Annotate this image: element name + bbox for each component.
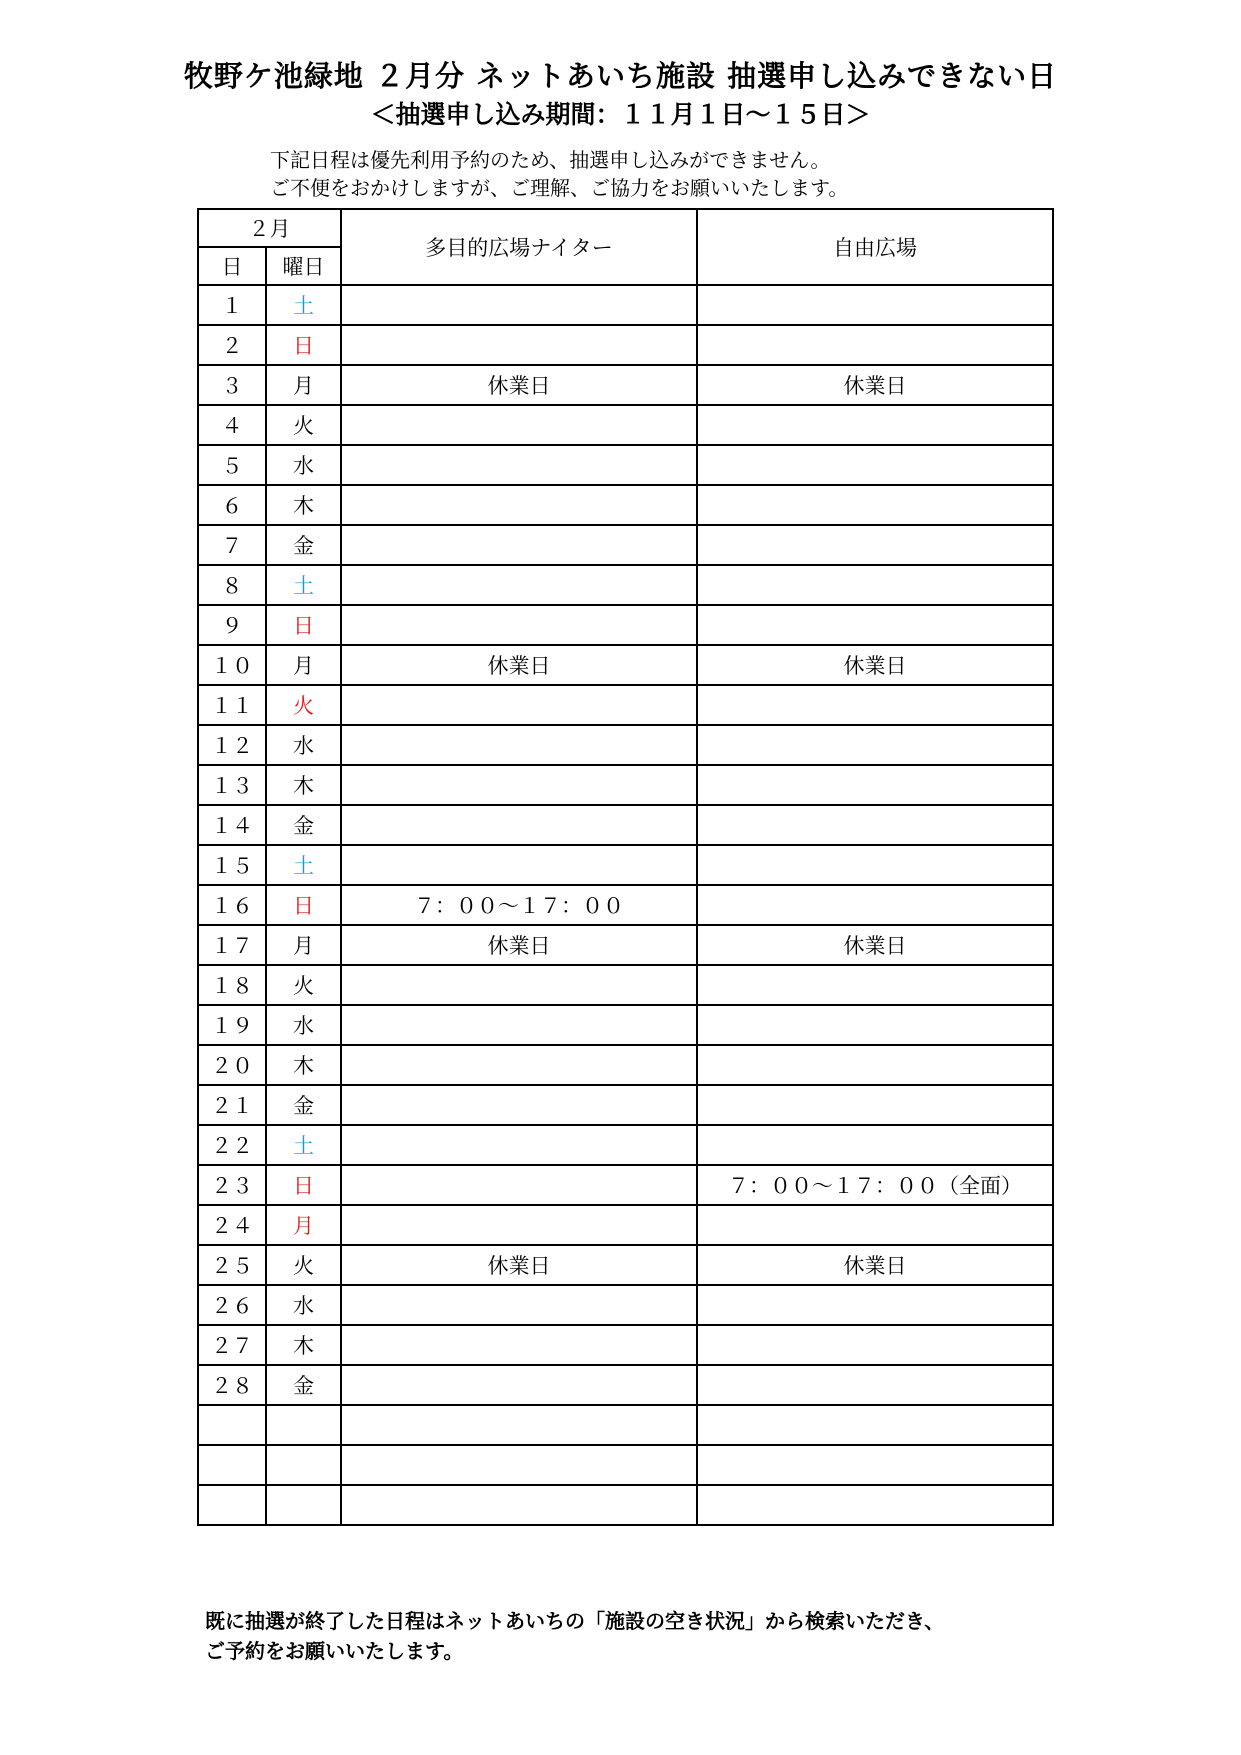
- day-cell: １５: [198, 845, 266, 885]
- free-plaza-cell: 休業日: [697, 925, 1053, 965]
- footer-note: [205, 1606, 944, 1666]
- multipurpose-night-cell: [341, 805, 697, 845]
- day-cell: ２７: [198, 1325, 266, 1365]
- day-cell: １７: [198, 925, 266, 965]
- multipurpose-night-cell: [341, 725, 697, 765]
- day-cell: ２１: [198, 1085, 266, 1125]
- table-row: [198, 965, 1053, 1005]
- table-row: [198, 485, 1053, 525]
- weekday-cell: 月: [266, 1205, 341, 1245]
- free-plaza-cell: [697, 965, 1053, 1005]
- table-row: [198, 805, 1053, 845]
- weekday-cell: 金: [266, 805, 341, 845]
- footer-line-1: 既に抽選が終了した日程はネットあいちの「施設の空き状況」から検索いただき、: [205, 1609, 945, 1633]
- free-plaza-cell: [697, 1205, 1053, 1245]
- free-plaza-cell: [697, 765, 1053, 805]
- multipurpose-night-cell: 休業日: [341, 1245, 697, 1285]
- table-row: [198, 565, 1053, 605]
- document-title: 牧野ケ池緑地 ２月分 ネットあいち施設 抽選申し込みできない日: [183, 59, 1058, 93]
- notice-line-1: 下記日程は優先利用予約のため、抽選申し込みができません。: [270, 148, 831, 172]
- weekday-cell: 火: [266, 405, 341, 445]
- day-column-header: 日: [198, 247, 266, 285]
- multipurpose-night-cell: [341, 765, 697, 805]
- day-cell: １１: [198, 685, 266, 725]
- weekday-cell: 月: [266, 925, 341, 965]
- weekday-cell: 水: [266, 445, 341, 485]
- multipurpose-night-cell: [341, 525, 697, 565]
- table-row: [198, 525, 1053, 565]
- day-cell: １３: [198, 765, 266, 805]
- multipurpose-night-cell: [341, 685, 697, 725]
- day-cell: ５: [198, 445, 266, 485]
- day-cell: ２０: [198, 1045, 266, 1085]
- free-plaza-cell: [697, 1405, 1053, 1445]
- table-row: [198, 845, 1053, 885]
- multipurpose-night-cell: 休業日: [341, 365, 697, 405]
- table-row: [198, 685, 1053, 725]
- weekday-cell: 月: [266, 645, 341, 685]
- day-cell: ２２: [198, 1125, 266, 1165]
- day-cell: １６: [198, 885, 266, 925]
- day-cell: [198, 1405, 266, 1445]
- weekday-cell: 水: [266, 1005, 341, 1045]
- day-cell: ２６: [198, 1285, 266, 1325]
- free-plaza-cell: [697, 805, 1053, 845]
- day-cell: ２４: [198, 1205, 266, 1245]
- free-plaza-cell: [697, 325, 1053, 365]
- weekday-column-header: 曜日: [266, 247, 341, 285]
- multipurpose-night-cell: [341, 1005, 697, 1045]
- weekday-cell: 火: [266, 685, 341, 725]
- facility-header-multipurpose-night: 多目的広場ナイター: [341, 209, 697, 285]
- free-plaza-cell: [697, 525, 1053, 565]
- table-row: [198, 1205, 1053, 1245]
- free-plaza-cell: [697, 1365, 1053, 1405]
- weekday-cell: 金: [266, 1365, 341, 1405]
- multipurpose-night-cell: 休業日: [341, 925, 697, 965]
- multipurpose-night-cell: [341, 485, 697, 525]
- weekday-cell: 木: [266, 765, 341, 805]
- free-plaza-cell: [697, 685, 1053, 725]
- table-row: [198, 285, 1053, 325]
- weekday-cell: 日: [266, 885, 341, 925]
- weekday-cell: [266, 1405, 341, 1445]
- multipurpose-night-cell: [341, 1165, 697, 1205]
- day-cell: [198, 1485, 266, 1525]
- day-cell: ２３: [198, 1165, 266, 1205]
- multipurpose-night-cell: [341, 1485, 697, 1525]
- weekday-cell: 金: [266, 1085, 341, 1125]
- schedule-body: [198, 285, 1053, 1525]
- weekday-cell: 水: [266, 725, 341, 765]
- table-row: [198, 1165, 1053, 1205]
- multipurpose-night-cell: [341, 445, 697, 485]
- notice: [270, 146, 848, 202]
- weekday-cell: 木: [266, 1045, 341, 1085]
- weekday-cell: 日: [266, 325, 341, 365]
- free-plaza-cell: [697, 1125, 1053, 1165]
- table-row: [198, 1285, 1053, 1325]
- facility-header-free-plaza: 自由広場: [697, 209, 1053, 285]
- multipurpose-night-cell: [341, 1325, 697, 1365]
- multipurpose-night-cell: [341, 1285, 697, 1325]
- table-row: [198, 885, 1053, 925]
- table-row: [198, 1485, 1053, 1525]
- free-plaza-cell: 休業日: [697, 1245, 1053, 1285]
- multipurpose-night-cell: [341, 1445, 697, 1485]
- table-row: [198, 1085, 1053, 1125]
- free-plaza-cell: 休業日: [697, 645, 1053, 685]
- weekday-cell: 火: [266, 965, 341, 1005]
- day-cell: ２８: [198, 1365, 266, 1405]
- free-plaza-cell: [697, 1325, 1053, 1365]
- table-row: [198, 1045, 1053, 1085]
- weekday-cell: [266, 1445, 341, 1485]
- multipurpose-night-cell: [341, 285, 697, 325]
- table-row: [198, 1365, 1053, 1405]
- free-plaza-cell: [697, 1045, 1053, 1085]
- day-cell: ６: [198, 485, 266, 525]
- table-row: [198, 365, 1053, 405]
- weekday-cell: 土: [266, 1125, 341, 1165]
- weekday-cell: 月: [266, 365, 341, 405]
- multipurpose-night-cell: [341, 405, 697, 445]
- day-cell: [198, 1445, 266, 1485]
- table-row: [198, 1125, 1053, 1165]
- weekday-cell: 日: [266, 1165, 341, 1205]
- day-cell: ７: [198, 525, 266, 565]
- weekday-cell: [266, 1485, 341, 1525]
- table-row: [198, 405, 1053, 445]
- weekday-cell: 日: [266, 605, 341, 645]
- table-row: [198, 645, 1053, 685]
- table-row: [198, 1245, 1053, 1285]
- free-plaza-cell: ７：００～１７：００（全面）: [697, 1165, 1053, 1205]
- multipurpose-night-cell: [341, 965, 697, 1005]
- table-row: [198, 725, 1053, 765]
- free-plaza-cell: [697, 605, 1053, 645]
- free-plaza-cell: [697, 485, 1053, 525]
- weekday-cell: 土: [266, 285, 341, 325]
- free-plaza-cell: [697, 565, 1053, 605]
- day-cell: ２: [198, 325, 266, 365]
- table-row: [198, 1325, 1053, 1365]
- footer-line-2: ご予約をお願いいたします。: [205, 1639, 464, 1663]
- multipurpose-night-cell: [341, 1405, 697, 1445]
- day-cell: ２５: [198, 1245, 266, 1285]
- free-plaza-cell: [697, 445, 1053, 485]
- day-cell: １２: [198, 725, 266, 765]
- free-plaza-cell: [697, 1445, 1053, 1485]
- multipurpose-night-cell: [341, 1085, 697, 1125]
- free-plaza-cell: [697, 405, 1053, 445]
- table-row: [198, 1445, 1053, 1485]
- weekday-cell: 土: [266, 565, 341, 605]
- day-cell: １４: [198, 805, 266, 845]
- day-cell: ９: [198, 605, 266, 645]
- table-row: [198, 325, 1053, 365]
- table-row: [198, 925, 1053, 965]
- free-plaza-cell: 休業日: [697, 365, 1053, 405]
- multipurpose-night-cell: 休業日: [341, 645, 697, 685]
- free-plaza-cell: [697, 725, 1053, 765]
- table-row: [198, 1405, 1053, 1445]
- free-plaza-cell: [697, 1485, 1053, 1525]
- multipurpose-night-cell: [341, 605, 697, 645]
- table-row: [198, 605, 1053, 645]
- table-row: [198, 1005, 1053, 1045]
- multipurpose-night-cell: [341, 325, 697, 365]
- day-cell: １９: [198, 1005, 266, 1045]
- free-plaza-cell: [697, 845, 1053, 885]
- application-period: ＜抽選申し込み期間：１１月１日～１５日＞: [370, 100, 871, 129]
- multipurpose-night-cell: [341, 1205, 697, 1245]
- multipurpose-night-cell: [341, 565, 697, 605]
- day-cell: １: [198, 285, 266, 325]
- weekday-cell: 水: [266, 1285, 341, 1325]
- table-row: [198, 765, 1053, 805]
- weekday-cell: 木: [266, 1325, 341, 1365]
- day-cell: １８: [198, 965, 266, 1005]
- day-cell: ４: [198, 405, 266, 445]
- notice-line-2: ご不便をおかけしますが、ご理解、ご協力をお願いいたします。: [270, 176, 849, 200]
- day-cell: ８: [198, 565, 266, 605]
- weekday-cell: 金: [266, 525, 341, 565]
- free-plaza-cell: [697, 1285, 1053, 1325]
- weekday-cell: 火: [266, 1245, 341, 1285]
- weekday-cell: 土: [266, 845, 341, 885]
- day-cell: １０: [198, 645, 266, 685]
- multipurpose-night-cell: [341, 845, 697, 885]
- free-plaza-cell: [697, 285, 1053, 325]
- multipurpose-night-cell: [341, 1125, 697, 1165]
- table-row: [198, 445, 1053, 485]
- multipurpose-night-cell: [341, 1045, 697, 1085]
- free-plaza-cell: [697, 1085, 1053, 1125]
- free-plaza-cell: [697, 1005, 1053, 1045]
- day-cell: ３: [198, 365, 266, 405]
- multipurpose-night-cell: ７：００～１７：００: [341, 885, 697, 925]
- free-plaza-cell: [697, 885, 1053, 925]
- schedule-table: [197, 208, 1054, 1526]
- month-header: ２月: [198, 209, 341, 247]
- multipurpose-night-cell: [341, 1365, 697, 1405]
- weekday-cell: 木: [266, 485, 341, 525]
